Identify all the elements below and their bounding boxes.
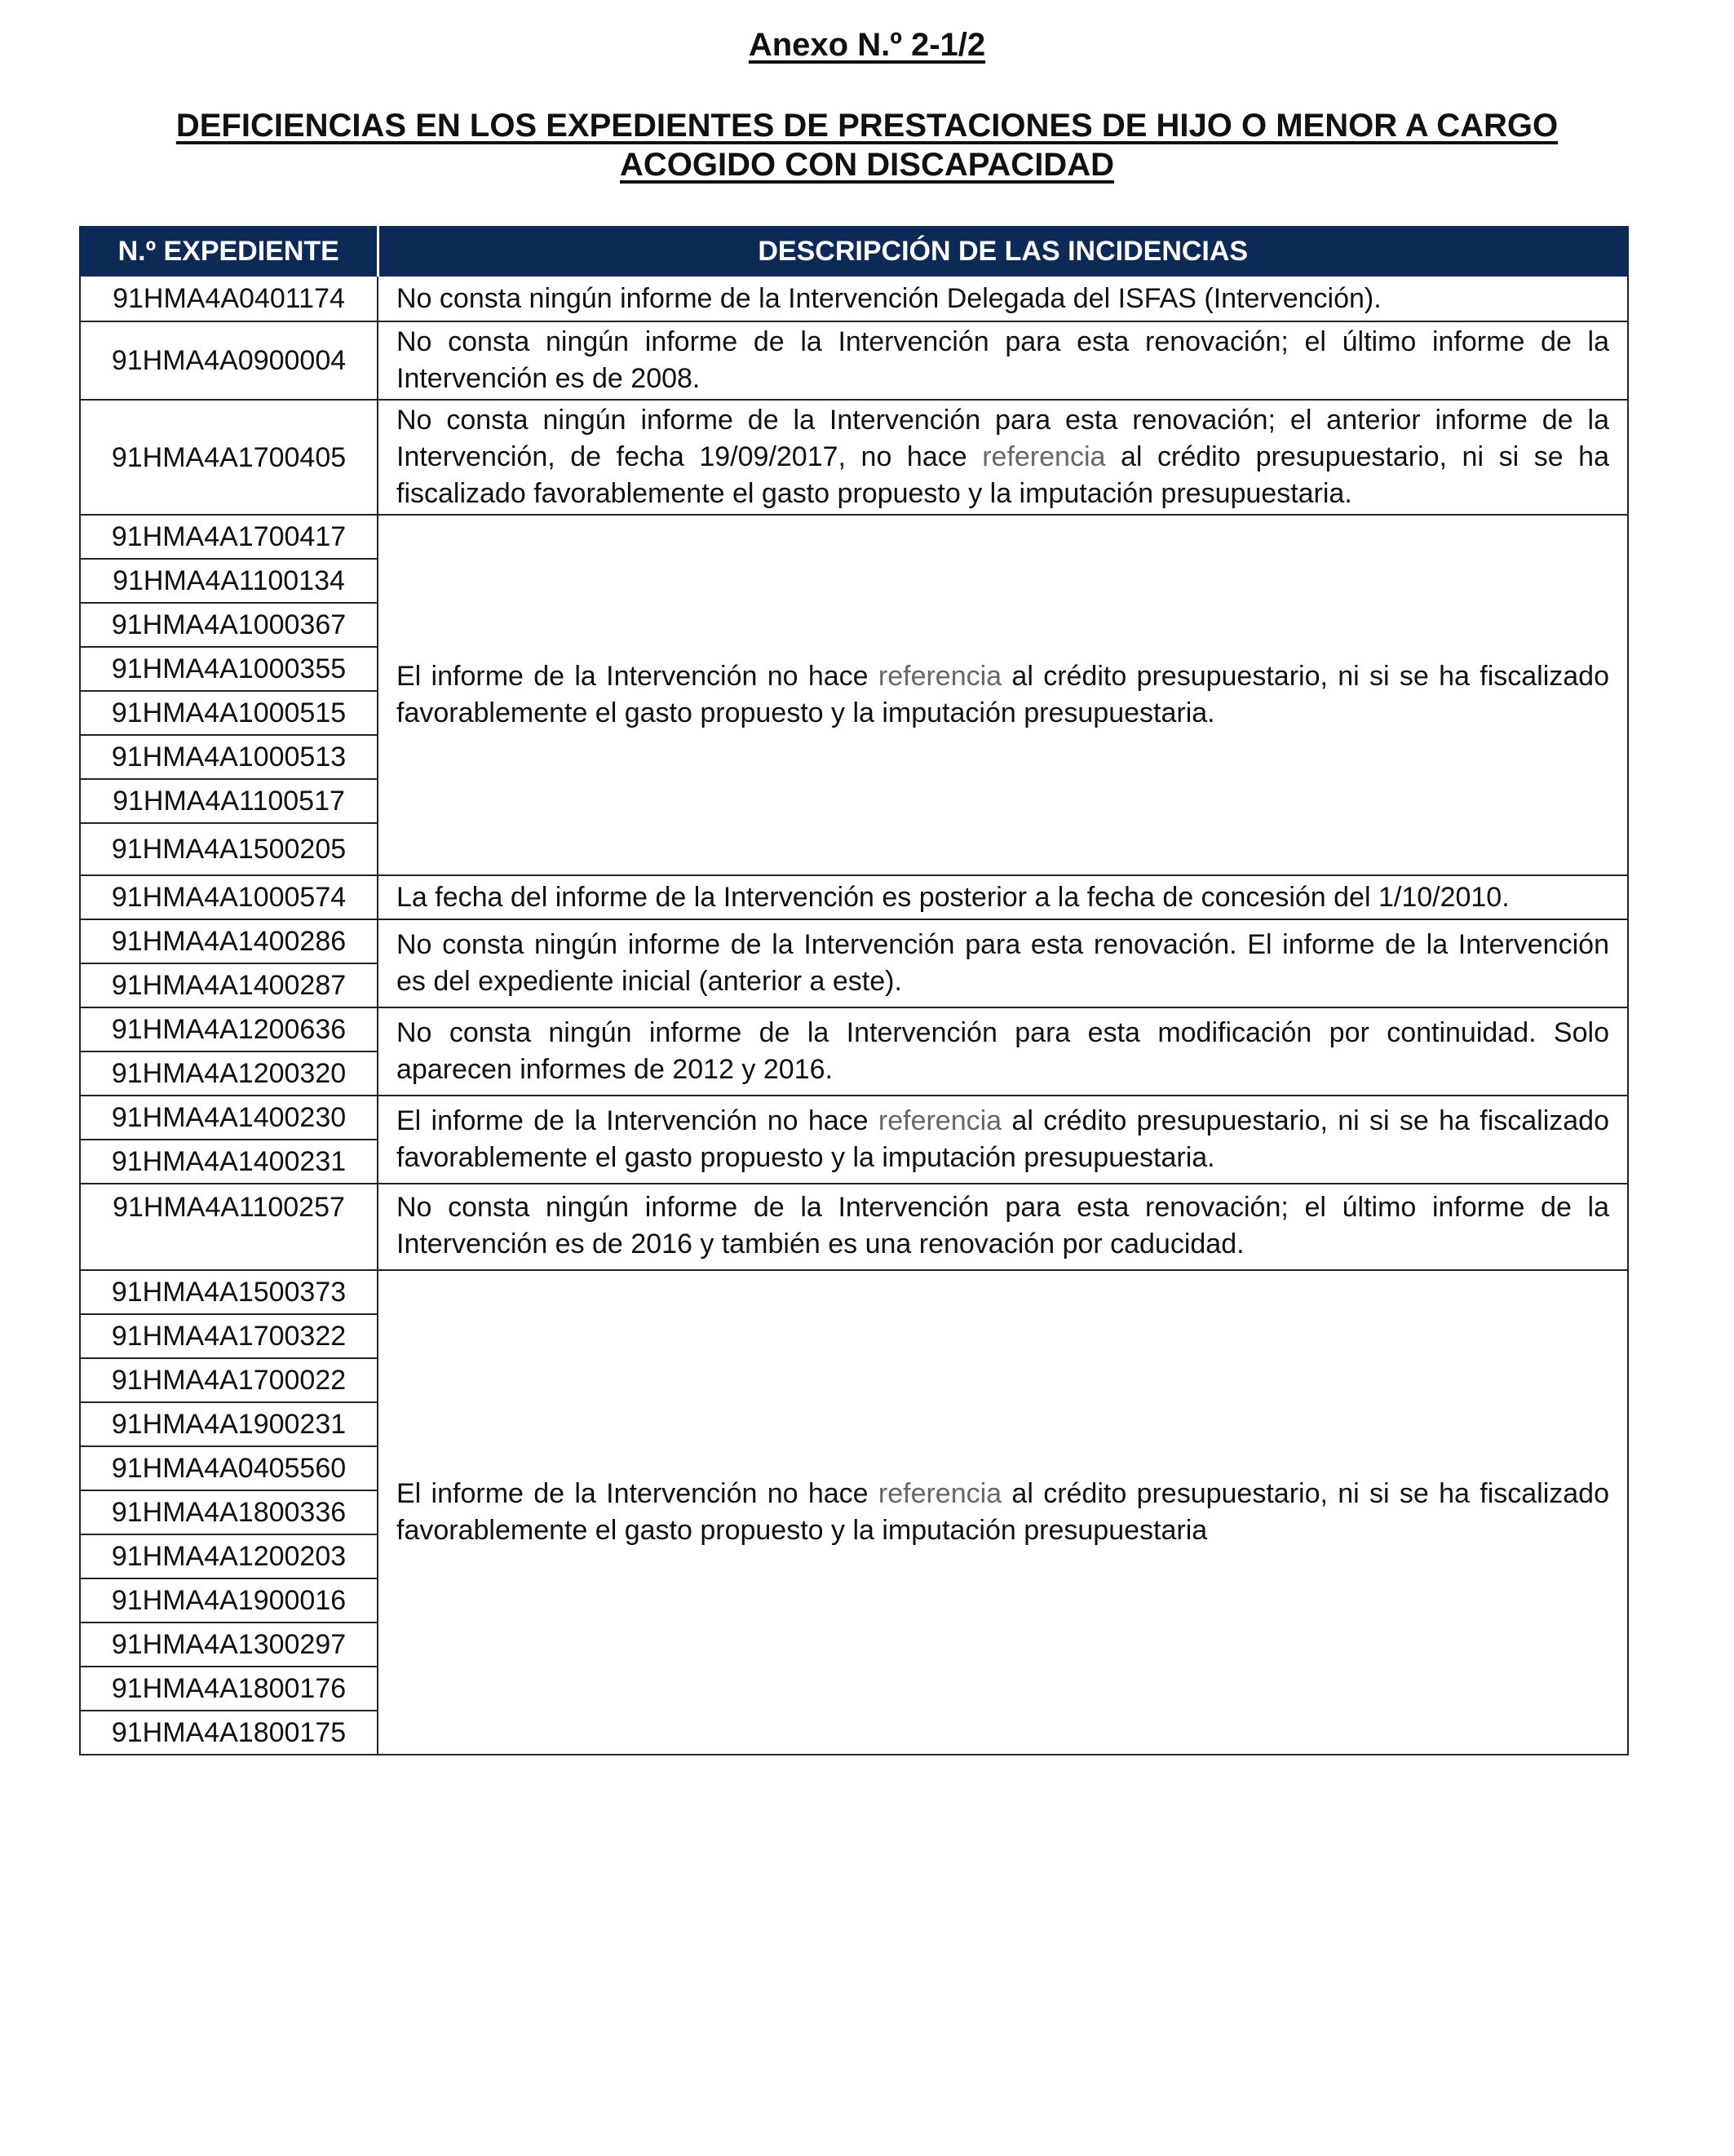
descripcion-text: El informe de la Intervención no hace bbox=[396, 661, 878, 692]
expediente-cell: 91HMA4A1300297 bbox=[80, 1623, 378, 1667]
expediente-cell: 91HMA4A1400231 bbox=[80, 1140, 378, 1184]
expediente-cell: 91HMA4A1900016 bbox=[80, 1578, 378, 1623]
table-row bbox=[80, 321, 1628, 400]
descripcion-text: El informe de la Intervención no hace bbox=[396, 1478, 878, 1509]
expediente-cell: 91HMA4A1700405 bbox=[80, 400, 378, 515]
table-row bbox=[80, 875, 1628, 919]
incidencias-table bbox=[79, 226, 1629, 1755]
descripcion-cell: No consta ningún informe de la Intervención para esta renovación; el último informe de la Intervención es de 2016 y también es una renovación por caducidad. bbox=[378, 1184, 1628, 1270]
expediente-cell: 91HMA4A1800176 bbox=[80, 1667, 378, 1711]
descripcion-cell bbox=[378, 1270, 1628, 1755]
expediente-cell: 91HMA4A1100134 bbox=[80, 559, 378, 603]
referencia-word: referencia bbox=[878, 1478, 1002, 1509]
expediente-cell: 91HMA4A1100517 bbox=[80, 779, 378, 823]
table-row bbox=[80, 1007, 1628, 1051]
table-row bbox=[80, 515, 1628, 559]
expediente-cell: 91HMA4A0900004 bbox=[80, 321, 378, 400]
descripcion-cell: La fecha del informe de la Intervención es posterior a la fecha de concesión del 1/10/2010. bbox=[378, 875, 1628, 919]
descripcion-text: al crédito presupuestario, ni si se ha fiscalizado favorablemente el gasto propuesto y la imputación presupuestaria bbox=[396, 1478, 1610, 1546]
descripcion-cell bbox=[378, 1096, 1628, 1184]
expediente-cell: 91HMA4A1200636 bbox=[80, 1007, 378, 1051]
header-descripcion: DESCRIPCIÓN DE LAS INCIDENCIAS bbox=[378, 227, 1628, 276]
descripcion-cell: No consta ningún informe de la Intervención para esta renovación; el último informe de la Intervención es de 2008. bbox=[378, 321, 1628, 400]
referencia-word: referencia bbox=[982, 441, 1106, 472]
descripcion-text: al crédito presupuestario, ni si se ha fiscalizado favorablemente el gasto propuesto y la imputación presupuestaria. bbox=[396, 1105, 1610, 1173]
referencia-word: referencia bbox=[878, 661, 1002, 692]
expediente-cell: 91HMA4A1000367 bbox=[80, 603, 378, 647]
expediente-cell: 91HMA4A0405560 bbox=[80, 1446, 378, 1490]
expediente-cell: 91HMA4A1800336 bbox=[80, 1490, 378, 1534]
descripcion-text: No consta ningún informe de la Intervención para esta renovación; el anterior informe de la Intervención, de fecha 19/09/2017, no hace bbox=[396, 405, 1609, 472]
table-row bbox=[80, 1184, 1628, 1270]
descripcion-cell: No consta ningún informe de la Intervención para esta renovación. El informe de la Intervención es del expediente inicial (anterior a este). bbox=[378, 919, 1628, 1007]
descripcion-text: al crédito presupuestario, ni si se ha fiscalizado favorablemente el gasto propuesto y la imputación presupuestaria. bbox=[396, 661, 1610, 728]
expediente-cell: 91HMA4A0401174 bbox=[80, 276, 378, 321]
expediente-cell: 91HMA4A1700322 bbox=[80, 1314, 378, 1358]
annex-title: Anexo N.º 2-1/2 bbox=[748, 27, 986, 63]
expediente-cell: 91HMA4A1800175 bbox=[80, 1711, 378, 1755]
descripcion-cell bbox=[378, 515, 1628, 875]
table-row bbox=[80, 276, 1628, 321]
descripcion-text: El informe de la Intervención no hace bbox=[396, 1105, 878, 1136]
expediente-cell: 91HMA4A1700022 bbox=[80, 1358, 378, 1402]
expediente-cell: 91HMA4A1200203 bbox=[80, 1534, 378, 1578]
table-row bbox=[80, 919, 1628, 963]
expediente-cell: 91HMA4A1500205 bbox=[80, 823, 378, 875]
expediente-cell: 91HMA4A1700417 bbox=[80, 515, 378, 559]
expediente-cell: 91HMA4A1900231 bbox=[80, 1402, 378, 1446]
table-row bbox=[80, 400, 1628, 515]
referencia-word: referencia bbox=[878, 1105, 1002, 1136]
table-row bbox=[80, 1270, 1628, 1314]
expediente-cell: 91HMA4A1000513 bbox=[80, 735, 378, 779]
expediente-cell: 91HMA4A1000355 bbox=[80, 647, 378, 691]
table-row bbox=[80, 1096, 1628, 1140]
expediente-cell: 91HMA4A1400230 bbox=[80, 1096, 378, 1140]
document-title-line-1: DEFICIENCIAS EN LOS EXPEDIENTES DE PRESTACIONES DE HIJO O MENOR A CARGO bbox=[175, 108, 1559, 144]
descripcion-cell: No consta ningún informe de la Intervención Delegada del ISFAS (Intervención). bbox=[378, 276, 1628, 321]
expediente-cell: 91HMA4A1100257 bbox=[80, 1184, 378, 1270]
expediente-cell: 91HMA4A1400287 bbox=[80, 963, 378, 1007]
document-title bbox=[82, 106, 1652, 184]
descripcion-cell bbox=[378, 400, 1628, 515]
header-expediente: N.º EXPEDIENTE bbox=[80, 227, 378, 276]
expediente-cell: 91HMA4A1500373 bbox=[80, 1270, 378, 1314]
expediente-cell: 91HMA4A1200320 bbox=[80, 1051, 378, 1096]
descripcion-text: al crédito presupuestario, ni si se ha fiscalizado favorablemente el gasto propuesto y la imputación presupuestaria. bbox=[396, 441, 1609, 509]
table-header-row bbox=[80, 227, 1628, 276]
expediente-cell: 91HMA4A1000515 bbox=[80, 691, 378, 735]
document-title-line-2: ACOGIDO CON DISCAPACIDAD bbox=[620, 147, 1114, 183]
expediente-cell: 91HMA4A1400286 bbox=[80, 919, 378, 963]
expediente-cell: 91HMA4A1000574 bbox=[80, 875, 378, 919]
descripcion-cell: No consta ningún informe de la Intervención para esta modificación por continuidad. Solo aparecen informes de 2012 y 2016. bbox=[378, 1007, 1628, 1096]
